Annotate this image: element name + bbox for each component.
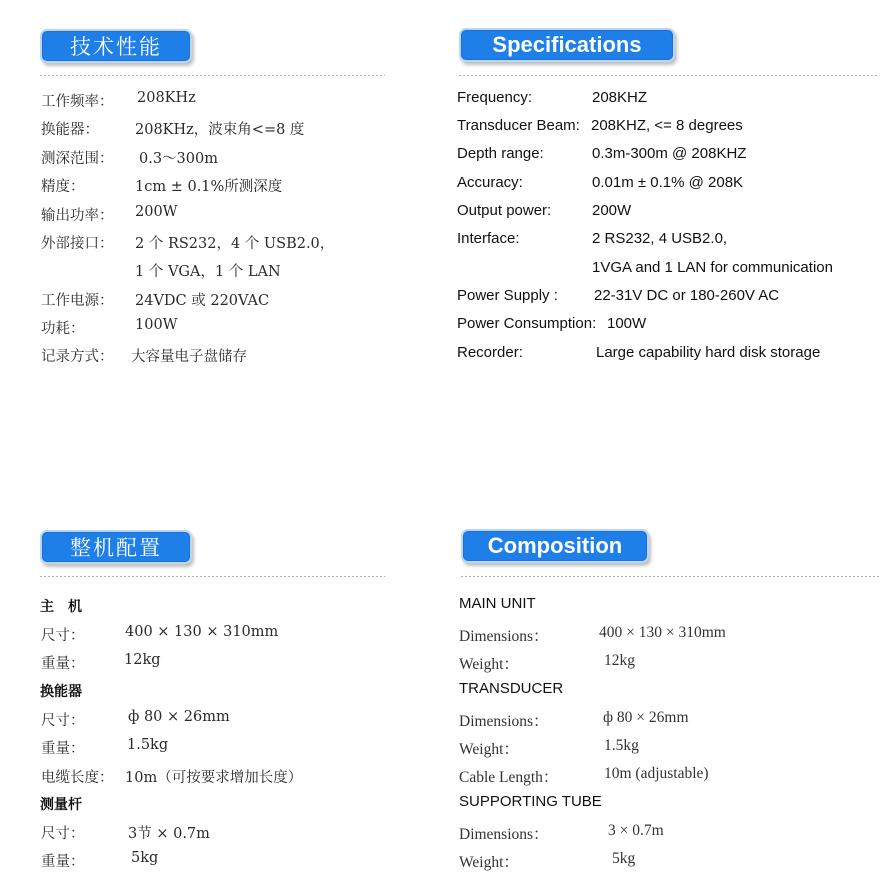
comp-en-label: Dimensions：: [459, 713, 549, 730]
spec-cn-label: 外部接口：: [41, 236, 114, 252]
spec-en-title: Specifications: [459, 28, 675, 62]
spec-en-label: Interface:: [457, 230, 520, 247]
spec-cn-label: 换能器：: [41, 122, 99, 138]
spec-cn-value: 24VDC 或 220VAC: [135, 293, 270, 309]
spec-en-value: 22-31V DC or 180-260V AC: [594, 287, 780, 304]
spec-en-label: Output power:: [457, 202, 552, 219]
comp-cn-heading: 主 机: [40, 599, 82, 615]
spec-cn-label: 测深范围：: [41, 151, 114, 167]
comp-en-value: 1.5kg: [604, 737, 639, 754]
spec-cn-divider: [40, 75, 385, 76]
spec-cn-value: 2 个 RS232，4 个 USB2.0，: [135, 236, 335, 252]
comp-cn-label: 尺寸：: [41, 713, 85, 729]
comp-en-label: Dimensions：: [459, 628, 549, 645]
spec-en-value: 100W: [607, 315, 647, 332]
comp-cn-value: 5kg: [131, 850, 159, 866]
spec-en-label: Power Supply :: [457, 287, 558, 304]
spec-cn-value: 1 个 VGA，1 个 LAN: [135, 264, 281, 280]
comp-en-heading: TRANSDUCER: [459, 680, 564, 697]
comp-en-divider: [461, 576, 881, 577]
comp-cn-label: 尺寸：: [41, 826, 85, 842]
spec-en-label: Frequency:: [457, 89, 533, 106]
comp-cn-divider: [40, 576, 385, 577]
comp-cn-value: 12kg: [124, 652, 161, 668]
comp-cn-value: ф 80 × 26mm: [128, 709, 230, 725]
spec-en-label: Recorder:: [457, 344, 523, 361]
comp-cn-label: 重量：: [41, 854, 85, 870]
comp-en-label: Weight：: [459, 854, 519, 871]
comp-en-label: Cable Length：: [459, 769, 559, 786]
spec-en-value: 0.01m ± 0.1% @ 208K: [592, 174, 744, 191]
spec-en-value: 208KHZ: [592, 89, 648, 106]
comp-cn-value: 1.5kg: [127, 737, 169, 753]
comp-en-heading: SUPPORTING TUBE: [459, 793, 602, 810]
comp-en-heading: MAIN UNIT: [459, 595, 536, 612]
comp-cn-label: 尺寸：: [41, 628, 85, 644]
spec-cn-value: 大容量电子盘储存: [131, 349, 247, 365]
spec-cn-value: 200W: [135, 204, 178, 220]
spec-cn-label: 精度：: [41, 179, 85, 195]
comp-cn-value: 3节 × 0.7m: [128, 826, 210, 842]
comp-en-label: Weight：: [459, 741, 519, 758]
spec-en-value: 200W: [592, 202, 632, 219]
spec-en-value: 2 RS232, 4 USB2.0,: [592, 230, 728, 247]
comp-cn-label: 电缆长度：: [41, 770, 114, 786]
comp-en-value: 400 × 130 × 310mm: [599, 624, 726, 641]
comp-en-value: ф 80 × 26mm: [603, 709, 689, 726]
spec-cn-value: 0.3～300m: [139, 151, 218, 167]
comp-en-value: 10m (adjustable): [604, 765, 709, 782]
comp-cn-heading: 换能器: [40, 684, 82, 700]
comp-en-value: 5kg: [612, 850, 636, 867]
spec-en-divider: [459, 75, 879, 76]
spec-cn-label: 工作频率：: [41, 94, 114, 110]
spec-cn-label: 工作电源：: [41, 293, 114, 309]
comp-en-label: Dimensions：: [459, 826, 549, 843]
comp-cn-label: 重量：: [41, 656, 85, 672]
spec-cn-value: 1cm ± 0.1%所测深度: [135, 179, 283, 195]
spec-cn-label: 记录方式：: [41, 349, 114, 365]
spec-en-value: 0.3m-300m @ 208KHZ: [592, 145, 747, 162]
comp-cn-title: 整机配置: [40, 530, 192, 564]
spec-cn-label: 功耗：: [41, 321, 85, 337]
comp-en-title: Composition: [461, 529, 649, 563]
spec-cn-value: 208KHz: [137, 90, 196, 106]
spec-cn-title: 技术性能: [40, 29, 192, 63]
spec-en-label: Transducer Beam:: [457, 117, 580, 134]
comp-cn-label: 重量：: [41, 741, 85, 757]
comp-en-label: Weight：: [459, 656, 519, 673]
spec-cn-value: 208KHz，波束角<=8 度: [135, 122, 305, 138]
spec-en-value: 208KHZ, <= 8 degrees: [591, 117, 743, 134]
spec-en-value: Large capability hard disk storage: [596, 344, 821, 361]
spec-cn-value: 100W: [135, 317, 178, 333]
comp-cn-value: 10m（可按要求增加长度）: [125, 770, 303, 786]
comp-cn-value: 400 × 130 × 310mm: [125, 624, 279, 640]
spec-en-label: Depth range:: [457, 145, 544, 162]
comp-cn-heading: 测量杆: [40, 797, 82, 813]
spec-en-label: Power Consumption:: [457, 315, 597, 332]
spec-en-label: Accuracy:: [457, 174, 523, 191]
comp-en-value: 12kg: [604, 652, 635, 669]
comp-en-value: 3 × 0.7m: [608, 822, 664, 839]
spec-en-value: 1VGA and 1 LAN for communication: [592, 259, 833, 276]
spec-cn-label: 输出功率：: [41, 208, 114, 224]
